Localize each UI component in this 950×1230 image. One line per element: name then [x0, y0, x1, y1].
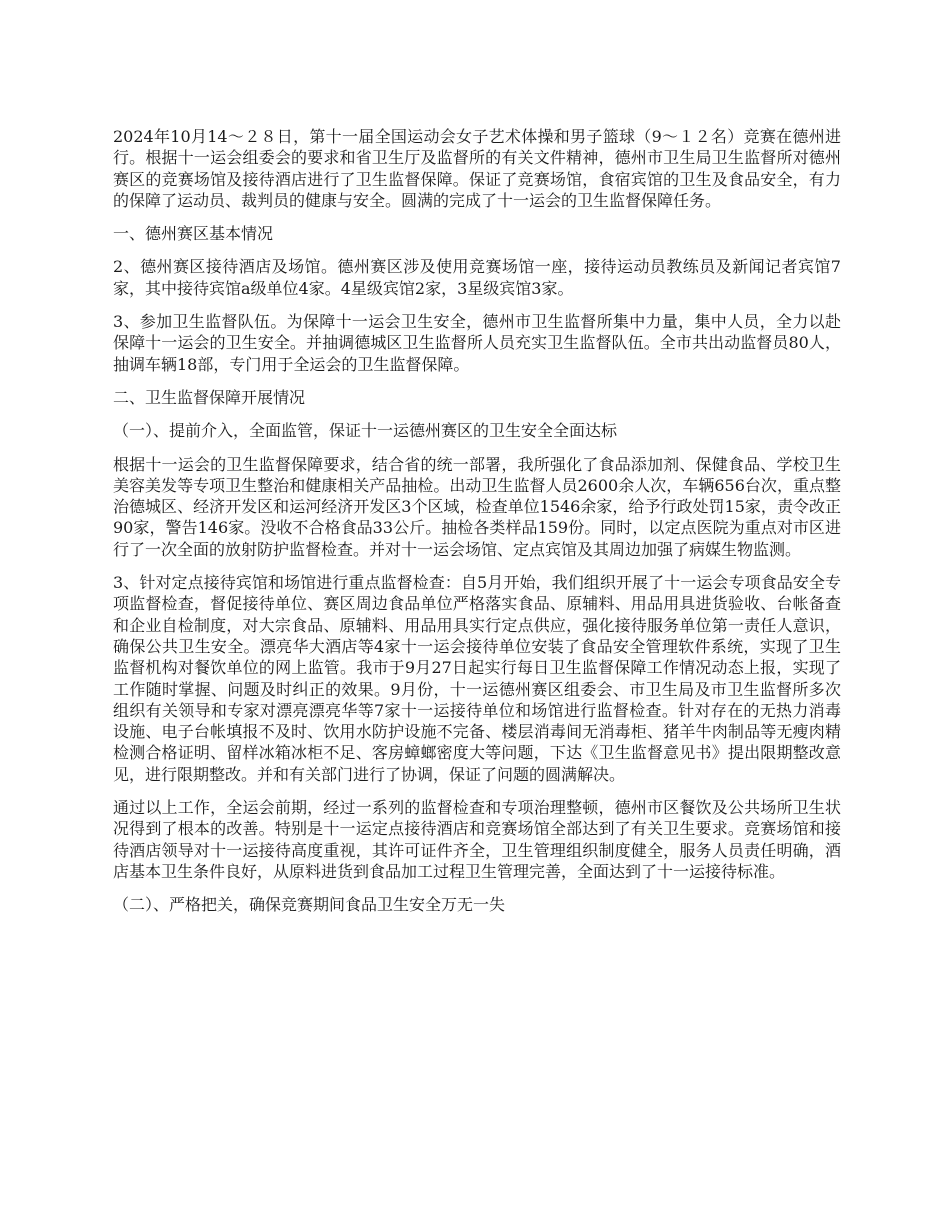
intro-paragraph: 2024年10月14～２８日，第十一届全国运动会女子艺术体操和男子篮球（9～１２名）竞赛在德州进行。根据十一运会组委会的要求和省卫生厅及监督所的有关文件精神，德州市卫生局卫生监督所对德州赛区的竞赛场馆及接待酒店进行了卫生监督保障。保证了竞赛场馆，食宿宾馆的卫生及食品安全，有力的保障了运动员、裁判员的健康与安全。圆满的完成了十一运会的卫生监督保障任务。	[113, 127, 841, 210]
section-heading-basic-info: 一、德州赛区基本情况	[113, 224, 274, 244]
paragraph-supervision-team: 3、参加卫生监督队伍。为保障十一运会卫生安全，德州市卫生监督所集中力量，集中人员，全力以赴保障十一运会的卫生安全。并抽调德城区卫生监督所人员充实卫生监督队伍。全市共出动监督员80人，抽调车辆18部，专门用于全运会的卫生监督保障。	[113, 312, 841, 374]
section-heading-work-status: 二、卫生监督保障开展情况	[113, 387, 306, 407]
paragraph-results: 通过以上工作，全运会前期，经过一系列的监督检查和专项治理整顿，德州市区餐饮及公共场所卫生状况得到了根本的改善。特别是十一运定点接待酒店和竞赛场馆全部达到了有关卫生要求。竞赛场馆和接待酒店领导对十一运接待高度重视，其许可证件齐全，卫生管理组织制度健全，服务人员责任明确，酒店基本卫生条件良好，从原料进货到食品加工过程卫生管理完善，全面达到了十一运接待标准。	[113, 798, 841, 881]
paragraph-special-rectification: 根据十一运会的卫生监督保障要求，结合省的统一部署，我所强化了食品添加剂、保健食品、学校卫生美容美发等专项卫生整治和健康相关产品抽检。出动卫生监督人员2600余人次，车辆656台次，重点整治德城区、经济开发区和运河经济开发区3个区域，检查单位1546余家，给予行政处罚15家，责令改正90家，警告146家。没收不合格食品33公斤。抽检各类样品159份。同时，以定点医院为重点对市区进行了一次全面的放射防护监督检查。并对十一运会场馆、定点宾馆及其周边加强了病媒生物监测。	[113, 454, 841, 559]
document-page	[113, 126, 841, 928]
paragraph-key-inspection: 3、针对定点接待宾馆和场馆进行重点监督检查：自5月开始，我们组织开展了十一运会专项食品安全专项监督检查，督促接待单位、赛区周边食品单位严格落实食品、原辅料、用品用具进货验收、台帐备查和企业自检制度，对大宗食品、原辅料、用品用具实行定点供应，强化接待服务单位第一责任人意识，确保公共卫生安全。漂亮华大酒店等4家十一运会接待单位安装了食品安全管理软件系统，实现了卫生监督机构对餐饮单位的网上监管。我市于9月27日起实行每日卫生监督保障工作情况动态上报，实现了工作随时掌握、问题及时纠正的效果。9月份，十一运德州赛区组委会、市卫生局及市卫生监督所多次组织有关领导和专家对漂亮漂亮华等7家十一运接待单位和场馆进行监督检查。针对存在的无热力消毒设施、电子台帐填报不及时、饮用水防护设施不完备、楼层消毒间无消毒柜、猪羊牛肉制品等无瘦肉精检测合格证明、留样冰箱冰柜不足、客房蟑螂密度大等问题，下达《卫生监督意见书》提出限期整改意见，进行限期整改。并和有关部门进行了协调，保证了问题的圆满解决。	[113, 573, 841, 784]
subsection-heading-strict-control: （二）、严格把关，确保竞赛期间食品卫生安全万无一失	[113, 895, 506, 915]
subsection-heading-early-intervention: （一）、提前介入，全面监管，保证十一运德州赛区的卫生安全全面达标	[113, 421, 618, 441]
paragraph-hotels-venues: 2、德州赛区接待酒店及场馆。德州赛区涉及使用竞赛场馆一座，接待运动员教练员及新闻记者宾馆7家，其中接待宾馆a级单位4家。4星级宾馆2家，3星级宾馆3家。	[113, 257, 841, 298]
